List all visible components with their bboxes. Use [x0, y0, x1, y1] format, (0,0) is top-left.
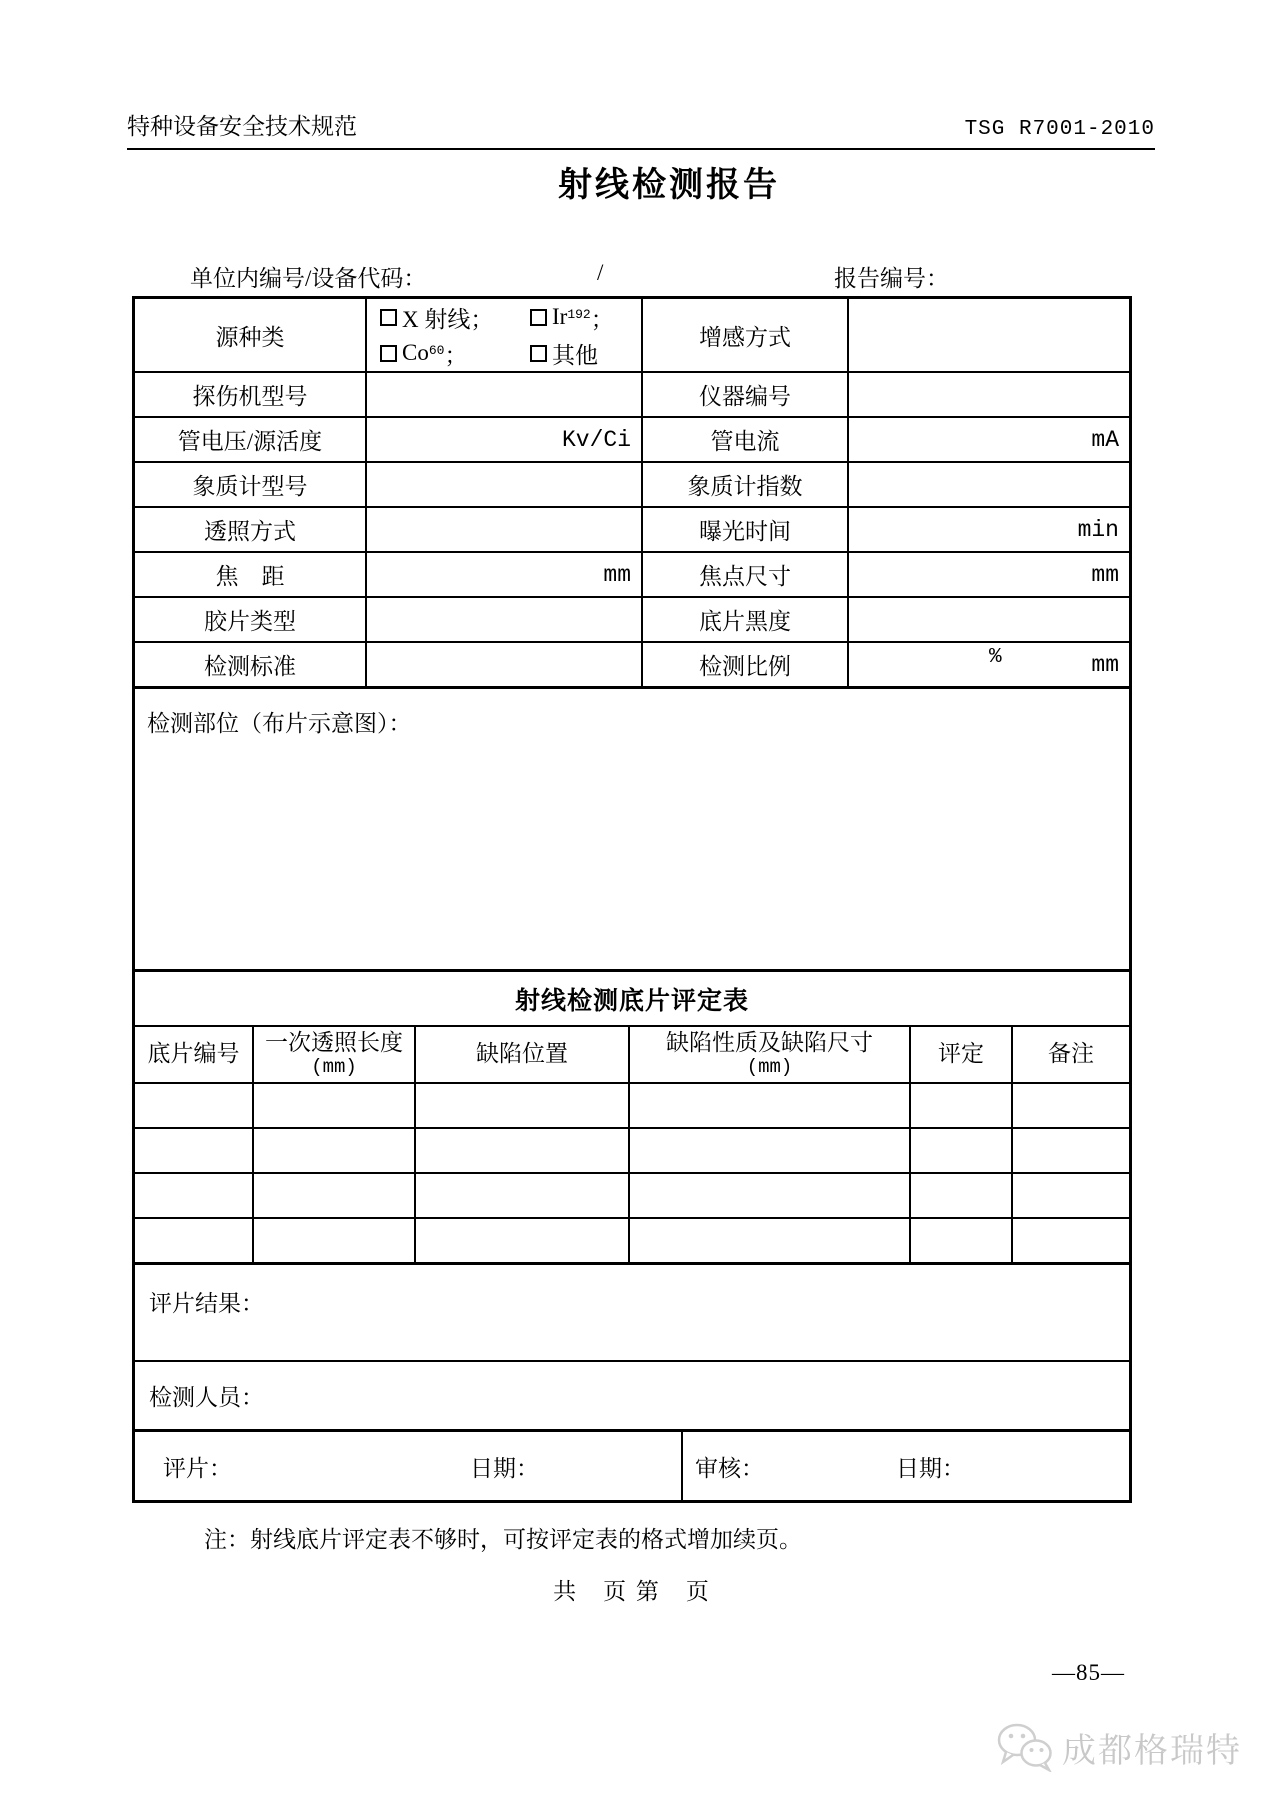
page-number: —85—: [1052, 1660, 1125, 1685]
ratio-percent-unit: %: [989, 646, 1002, 669]
auditor-label: 审核：: [695, 1455, 764, 1481]
device-code-label: 单位内编号/设备代码：: [190, 266, 427, 291]
eval-cell: [414, 1129, 628, 1172]
ratio-value-cell: [847, 643, 1129, 686]
eval-header-defect-nature: 缺陷性质及缺陷尺寸 (mm): [628, 1027, 909, 1082]
option-x-ray: X 射线 ；: [380, 301, 530, 334]
table-row-exposure-mode: [135, 506, 1129, 551]
focal-distance-unit: mm: [365, 553, 641, 596]
iqi-model-label: 象质计型号: [192, 474, 308, 499]
header-standard-code: TSG R7001-2010: [964, 118, 1155, 141]
exposure-time-unit: min: [847, 508, 1129, 551]
reviewer-label: 评片：: [163, 1455, 232, 1481]
eval-header-rating: 评定: [909, 1027, 1011, 1082]
table-row-iqi-model: [135, 461, 1129, 506]
header-left-text: 特种设备安全技术规范: [127, 114, 357, 139]
eval-header-remark: 备注: [1011, 1027, 1129, 1082]
intensify-mode-value: [847, 299, 1129, 371]
page-title: 射线检测报告: [558, 167, 780, 204]
instrument-no-label: 仪器编号: [641, 373, 847, 416]
eval-header-defect-position: 缺陷位置: [414, 1027, 628, 1082]
eval-cell: [1011, 1129, 1129, 1172]
evaluation-result-cell: [135, 1262, 1129, 1360]
option-co60: Co $^{60}$ ；: [380, 337, 530, 370]
checkbox-other-icon[interactable]: [530, 345, 547, 362]
eval-cell: [135, 1219, 252, 1262]
film-density-value: [847, 598, 1129, 641]
eval-header-film-no: 底片编号: [147, 1041, 240, 1067]
exposure-mode-label: 透照方式: [204, 519, 296, 544]
pagination-text: 共 页 第 页: [553, 1579, 711, 1604]
eval-cell: [909, 1084, 1011, 1127]
eval-cell: [628, 1129, 909, 1172]
eval-cell: [909, 1129, 1011, 1172]
eval-cell: [414, 1084, 628, 1127]
iqi-index-label: 象质计指数: [641, 463, 847, 506]
table-row-film-type: [135, 596, 1129, 641]
standard-value: [365, 643, 641, 686]
detect-area-cell: [135, 686, 1129, 969]
checkbox-co60-icon[interactable]: [380, 345, 397, 362]
eval-cell: [252, 1174, 414, 1217]
personnel-cell: [135, 1360, 1129, 1429]
table-row-standard: [135, 641, 1129, 686]
standard-label: 检测标准: [204, 654, 296, 679]
reviewer-date-label: 日期：: [470, 1455, 539, 1481]
table-row-source-type: [135, 299, 1129, 371]
signature-row: [135, 1429, 1129, 1500]
film-type-value: [365, 598, 641, 641]
machine-model-value: [365, 373, 641, 416]
ratio-label: 检测比例: [641, 643, 847, 686]
eval-cell: [414, 1219, 628, 1262]
detect-area-label: 检测部位（布片示意图）：: [147, 711, 412, 736]
iqi-index-value: [847, 463, 1129, 506]
film-type-label: 胶片类型: [204, 609, 296, 634]
eval-cell: [252, 1219, 414, 1262]
eval-cell: [252, 1084, 414, 1127]
wechat-logo-icon: [996, 1722, 1054, 1772]
evaluation-result-label: 评片结果：: [149, 1291, 264, 1316]
eval-cell: [909, 1219, 1011, 1262]
eval-data-row: [135, 1217, 1129, 1262]
checkbox-x-ray-icon[interactable]: [380, 309, 397, 326]
eval-cell: [1011, 1084, 1129, 1127]
personnel-label: 检测人员：: [149, 1385, 264, 1410]
watermark-text: 成都格瑞特: [1062, 1732, 1242, 1770]
table-row-machine-model: [135, 371, 1129, 416]
table-row-focal-distance: [135, 551, 1129, 596]
document-header: [127, 108, 1155, 150]
eval-data-row: [135, 1082, 1129, 1127]
ratio-mm-unit: mm: [1091, 651, 1119, 678]
focal-size-unit: mm: [847, 553, 1129, 596]
eval-cell: [414, 1174, 628, 1217]
option-ir192: Ir $^{192}$ ；: [530, 301, 641, 334]
eval-cell: [1011, 1174, 1129, 1217]
source-type-label: 源种类: [215, 324, 285, 350]
eval-cell: [135, 1174, 252, 1217]
auditor-date-label: 日期：: [896, 1455, 965, 1481]
eval-data-row: [135, 1127, 1129, 1172]
current-label: 管电流: [641, 418, 847, 461]
voltage-unit: Kv/Ci: [365, 418, 641, 461]
auditor-cell: [681, 1432, 1129, 1500]
instrument-no-value: [847, 373, 1129, 416]
voltage-label: 管电压/源活度: [177, 429, 323, 454]
eval-cell: [1011, 1219, 1129, 1262]
machine-model-label: 探伤机型号: [192, 384, 308, 409]
report-form-table: [132, 296, 1132, 1503]
device-code-value: /: [597, 260, 604, 285]
focal-distance-label: 焦 距: [215, 564, 285, 589]
eval-cell: [628, 1084, 909, 1127]
eval-table-title: 射线检测底片评定表: [135, 969, 1129, 1025]
eval-header-row: [135, 1025, 1129, 1082]
iqi-model-value: [365, 463, 641, 506]
option-other: 其他: [530, 337, 641, 370]
current-unit: mA: [847, 418, 1129, 461]
report-no-label: 报告编号：: [834, 266, 949, 291]
eval-cell: [628, 1219, 909, 1262]
eval-cell: [135, 1084, 252, 1127]
eval-cell: [909, 1174, 1011, 1217]
source-type-options-cell: [365, 299, 641, 371]
table-row-voltage: [135, 416, 1129, 461]
exposure-mode-value: [365, 508, 641, 551]
exposure-time-label: 曝光时间: [641, 508, 847, 551]
eval-header-exposure-length: 一次透照长度 (mm): [252, 1027, 414, 1082]
film-density-label: 底片黑度: [641, 598, 847, 641]
watermark: [996, 1722, 1242, 1772]
eval-data-row: [135, 1172, 1129, 1217]
reviewer-cell: [135, 1432, 681, 1500]
eval-cell: [628, 1174, 909, 1217]
focal-size-label: 焦点尺寸: [641, 553, 847, 596]
code-line: [0, 260, 1280, 292]
footnote: 注：射线底片评定表不够时，可按评定表的格式增加续页。: [204, 1527, 802, 1552]
checkbox-ir192-icon[interactable]: [530, 309, 547, 326]
eval-cell: [135, 1129, 252, 1172]
eval-cell: [252, 1129, 414, 1172]
intensify-mode-label: 增感方式: [641, 299, 847, 371]
